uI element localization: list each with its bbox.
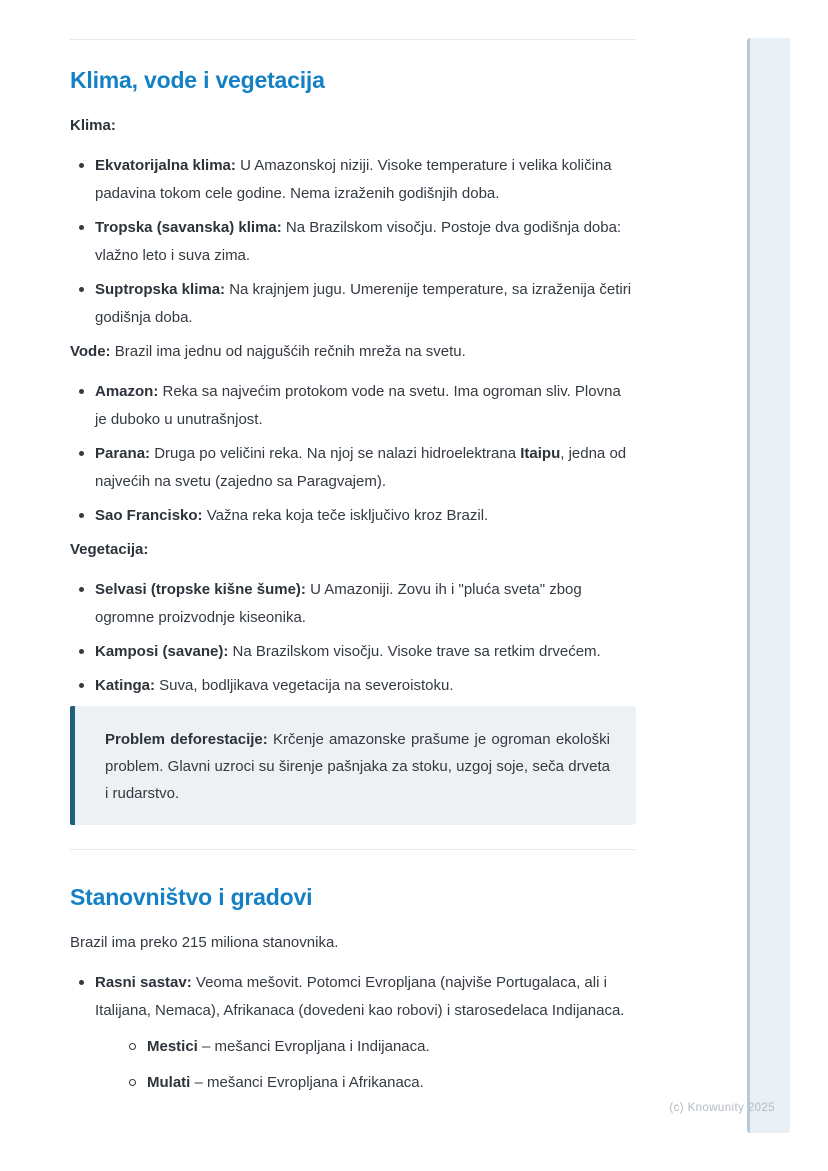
bold-text-run: Problem deforestacije: [105,731,268,748]
paragraph [70,112,636,140]
sub-bullet-list [95,1033,636,1097]
next-page-edge [747,38,790,1133]
bullet-dot-icon [79,225,84,230]
list-item [70,440,636,496]
section-heading: Stanovništvo i gradovi [70,884,313,910]
bold-text-run: Tropska (savanska) klima: [95,219,282,236]
section-heading: Klima, vode i vegetacija [70,67,325,93]
bullet-list [70,152,636,332]
list-item [70,152,636,208]
paragraph [70,929,636,957]
callout-box [70,706,636,825]
list-item [70,969,636,1097]
paragraph [70,338,636,366]
text-run: Suva, bodljikava vegetacija na severoistoku. [155,677,454,694]
list-item [70,502,636,530]
sub-list-item [122,1069,636,1097]
bold-text-run: Parana: [95,445,151,462]
bold-text-run: Amazon: [95,383,159,400]
document-content [70,0,636,1105]
sub-list-item [122,1033,636,1061]
watermark: (c) Knowunity 2025 [669,1102,775,1114]
bullet-circle-icon [129,1079,136,1086]
list-item [70,672,636,700]
bullet-dot-icon [79,163,84,168]
text-run: Reka sa najvećim protokom vode na svetu. Ima ogroman sliv. Plovna je duboko u unutrašnjost. [95,383,621,428]
text-run: Krčenje amazonske prašume je ogroman ekološki problem. Glavni uzroci su širenje pašnjaka za stoku, uzgoj soje, seča drveta i rudarstvo. [105,731,611,802]
bold-text-run: Selvasi (tropske kišne šume): [95,581,306,598]
bold-text-run: Suptropska klima: [95,281,226,298]
section-divider [70,39,636,40]
text-run: Na Brazilskom visočju. Visoke trave sa retkim drvećem. [228,643,601,660]
bold-text-run: Vegetacija: [70,541,149,558]
bullet-list [70,378,636,530]
bold-text-run: Ekvatorijalna klima: [95,157,236,174]
bullet-dot-icon [79,451,84,456]
bold-text-run: Sao Francisko: [95,507,203,524]
list-item [70,576,636,632]
text-run: – mešanci Evropljana i Afrikanaca. [190,1074,424,1091]
text-run: – mešanci Evropljana i Indijanaca. [197,1038,430,1055]
text-run: , jedna od najvećih na svetu (zajedno sa Paragvajem). [95,445,627,490]
bullet-dot-icon [79,980,84,985]
bullet-list [70,576,636,700]
bold-text-run: Vode: [70,343,111,360]
bullet-dot-icon [79,649,84,654]
bold-text-run: Rasni sastav: [95,974,192,991]
list-item [70,214,636,270]
bold-text-run: Mestici [147,1038,198,1055]
bullet-dot-icon [79,287,84,292]
bold-text-run: Kamposi (savane): [95,643,229,660]
text-run: U Amazonskoj niziji. Visoke temperature i velika količina padavina tokom cele godine. Nema izraženih godišnjih doba. [95,157,612,202]
bullet-list [70,969,636,1097]
text-run: U Amazoniji. Zovu ih i "pluća sveta" zbog ogromne proizvodnje kiseonika. [95,581,582,626]
section-divider [70,849,636,850]
text-run: Važna reka koja teče isključivo kroz Brazil. [202,507,489,524]
text-run: Na Brazilskom visočju. Postoje dva godišnja doba: vlažno leto i suva zima. [95,219,622,264]
list-item [70,638,636,666]
bullet-dot-icon [79,513,84,518]
bullet-dot-icon [79,683,84,688]
text-run: Na krajnjem jugu. Umerenije temperature, sa izraženija četiri godišnja doba. [95,281,632,326]
bold-text-run: Katinga: [95,677,155,694]
bullet-dot-icon [79,587,84,592]
text-run: Brazil ima jednu od najgušćih rečnih mreža na svetu. [110,343,466,360]
callout-text [105,726,610,807]
bold-text-run: Mulati [147,1074,191,1091]
bold-text-run: Klima: [70,117,116,134]
text-run: Veoma mešovit. Potomci Evropljana (najviše Portugalaca, ali i Italijana, Nemaca), Afrikanaca (dovedeni kao robovi) i starosedelaca Indijanaca. [95,974,625,1019]
bullet-circle-icon [129,1043,136,1050]
text-run: Brazil ima preko 215 miliona stanovnika. [70,934,339,951]
list-item [70,276,636,332]
bold-text-run: Itaipu [520,445,561,462]
list-item [70,378,636,434]
bullet-dot-icon [79,389,84,394]
text-run: Druga po veličini reka. Na njoj se nalazi hidroelektrana [150,445,521,462]
paragraph [70,536,636,564]
